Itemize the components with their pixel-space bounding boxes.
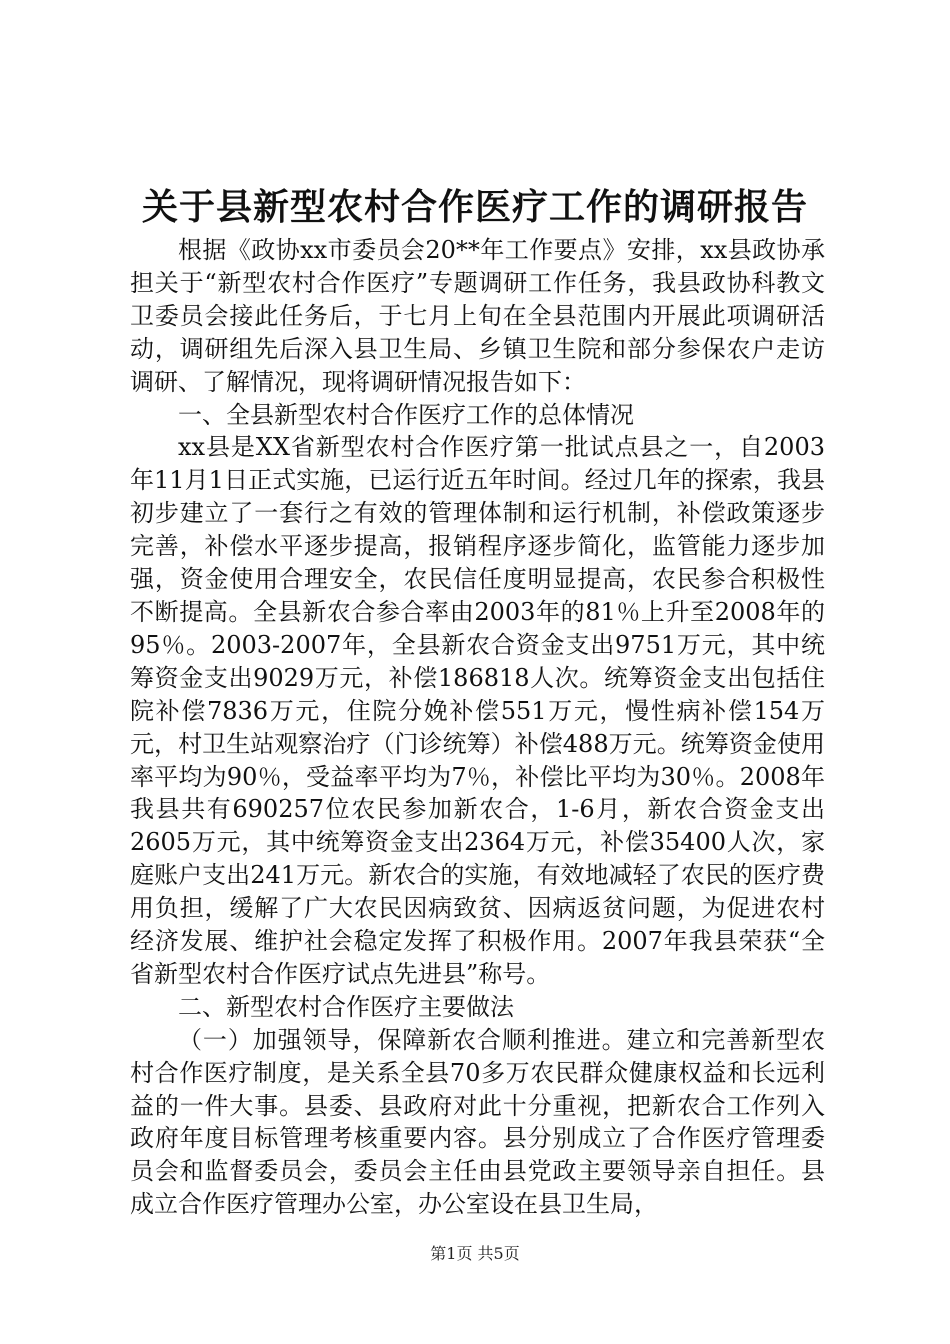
section-2-paragraph: （一）加强领导，保障新农合顺利推进。建立和完善新型农村合作医疗制度，是关系全县70多万农民群众健康权益和长远利益的一件大事。县委、县政府对此十分重视，把新农合工作列入政府年度目标管理考核重要内容。县分别成立了合作医疗管理委员会和监督委员会，委员会主任由县党政主要领导亲自担任。县成立合作医疗管理办公室，办公室设在县卫生局， — [130, 1025, 825, 1219]
page-title: 关于县新型农村合作医疗工作的调研报告 — [141, 186, 808, 228]
intro-paragraph: 根据《政协xx市委员会20**年工作要点》安排，xx县政协承担关于“新型农村合作医疗”专题调研工作任务，我县政协科教文卫委员会接此任务后，于七月上旬在全县范围内开展此项调研活动，调研组先后深入县卫生局、乡镇卫生院和部分参保农户走访调研、了解情况，现将调研情况报告如下： — [130, 236, 825, 396]
document-body — [130, 234, 825, 1221]
page-footer: 第1页 共5页 — [430, 1244, 520, 1263]
section-heading-2: 二、新型农村合作医疗主要做法 — [178, 992, 514, 1021]
section-heading-1: 一、全县新型农村合作医疗工作的总体情况 — [178, 400, 634, 429]
section-1-paragraph: xx县是XX省新型农村合作医疗第一批试点县之一，自2003年11月1日正式实施，已运行近五年时间。经过几年的探索，我县初步建立了一套行之有效的管理体制和运行机制，补偿政策逐步完善，补偿水平逐步提高，报销程序逐步简化，监管能力逐步加强，资金使用合理安全，农民信任度明显提高，农民参合积极性不断提高。全县新农合参合率由2003年的81％上升至2008年的95％。2003-2007年，全县新农合资金支出9751万元，其中统筹资金支出9029万元，补偿186818人次。统筹资金支出包括住院补偿7836万元，住院分娩补偿551万元，慢性病补偿154万元，村卫生站观察治疗（门诊统筹）补偿488万元。统筹资金使用率平均为90％，受益率平均为7％，补偿比平均为30％。2008年我县共有690257位农民参加新农合，1-6月，新农合资金支出2605万元，其中统筹资金支出2364万元，补偿35400人次，家庭账户支出241万元。新农合的实施，有效地减轻了农民的医疗费用负担，缓解了广大农民因病致贫、因病返贫问题，为促进农村经济发展、维护社会稳定发挥了积极作用。2007年我县荣获“全省新型农村合作医疗试点先进县”称号。 — [130, 433, 825, 988]
